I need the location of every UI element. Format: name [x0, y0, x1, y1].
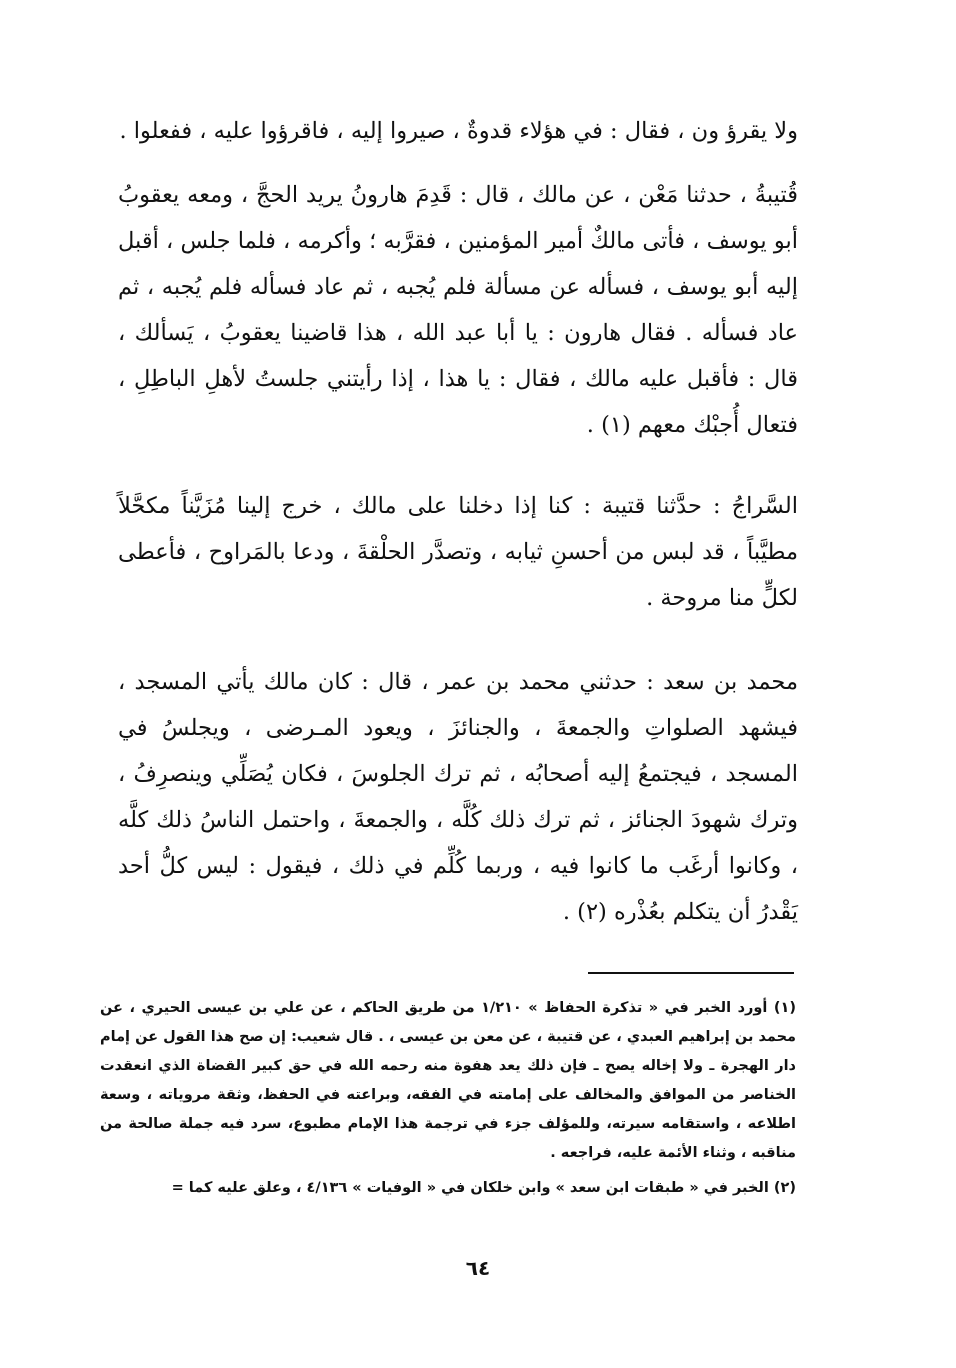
main-text-block — [118, 172, 798, 448]
paragraph-ibn-saad: محمد بن سعد : حدثني محمد بن عمر ، قال : كان مالك يأتي المسجد ، فيشهد الصلواتِ والجمعةَ ، والجنائزَ ، ويعود المـرضى ، ويجلسُ في المسجد ، فيجتمعُ إليه أصحابُه ، ثم ترك الجلوسَ ، فكان يُصَلِّي وينصرِفُ ، وترك شهودَ الجنائز ، ثم ترك ذلك كُلَّه ، والجمعةَ ، واحتمل الناسُ ذلك كلَّه ، وكانوا أرغَب ما كانوا فيه ، وربما كُلِّم في ذلك ، فيقول : ليس كلُّ أحد يَقْدرُ أن يتكلم بعُذْره (٢) . — [118, 669, 798, 925]
paragraph-sarraj: السَّراجُ : حدَّثنا قتيبة : كنا إذا دخلنا على مالك ، خرج إلينا مُزَيَّناً مكحَّلاً مطيَّباً ، قد لبس من أحسنِ ثيابه ، وتصدَّر الحلْقةَ ، ودعا بالمَراوح ، فأعطى لكلٍّ منا مروحة . — [118, 493, 798, 611]
footnotes-block — [100, 994, 796, 1209]
page-number: ٦٤ — [465, 1256, 491, 1280]
footnote-1: (١) أورد الخبر في « تذكرة الحفاظ » ١/٢١٠ من طريق الحاكم ، عن علي بن عيسى الحيري ، عن محمد بن إبراهيم العبدي ، عن قتيبة ، عن معن بن عيسى ، . قال شعيب: إن صح هذا القول عن إمام دار الهجرة ـ ولا إخاله يصح ـ فإن ذلك يعد هفوة منه رحمه الله في حق كبير القضاة الذي انعقدت الخناصر من الموافق والمخالف على إمامته في الفقه، وبراعته في الحفظ، وثقة مروياته ، وسعة اطلاعه ، واستقامه سيرته، وللمؤلف جزء في ترجمة هذا الإمام مطبوع، سرد فيه جملة صالحة من مناقبه ، وثناء الأئمة عليه، فراجعه . — [100, 1000, 796, 1161]
paragraph-qutaiba-harun: قُتيبةُ ، حدثنا مَعْن ، عن مالك ، قال : قَدِمَ هارونُ يريد الحجَّ ، ومعه يعقوبُ أبو يوسف ، فأتى مالكٌ أمير المؤمنين ، فقرَّبه ؛ وأكرمه ، فلما جلس ، أقبل إليه أبو يوسف ، فسأله عن مسألة فلم يُجبه ، ثم عاد فسأله فلم يُجبه ، ثم عاد فسأله . فقال هارون : يا أبا عبد الله ، هذا قاضينا يعقوبُ ، يَسألك ، قال : فأقبل عليه مالك ، فقال : يا هذا ، إذا رأيتني جلستُ لأهلِ الباطِلِ ، فتعال أُجبْك معهم (١) . — [118, 182, 798, 438]
main-text-block — [118, 659, 798, 935]
footnote-2: (٢) الخبر في « طبقات ابن سعد » وابن خلكان في « الوفيات » ٤/١٣٦ ، وعلق عليه كما = — [171, 1180, 796, 1196]
main-text-block — [118, 483, 798, 621]
main-text-block — [118, 108, 798, 154]
paragraph-continuation: ولا يقرؤ ون ، فقال : في هؤلاء قدوةٌ ، صيروا إليه ، فاقرؤوا عليه ، ففعلوا . — [119, 118, 798, 144]
footnote-divider — [588, 972, 794, 974]
